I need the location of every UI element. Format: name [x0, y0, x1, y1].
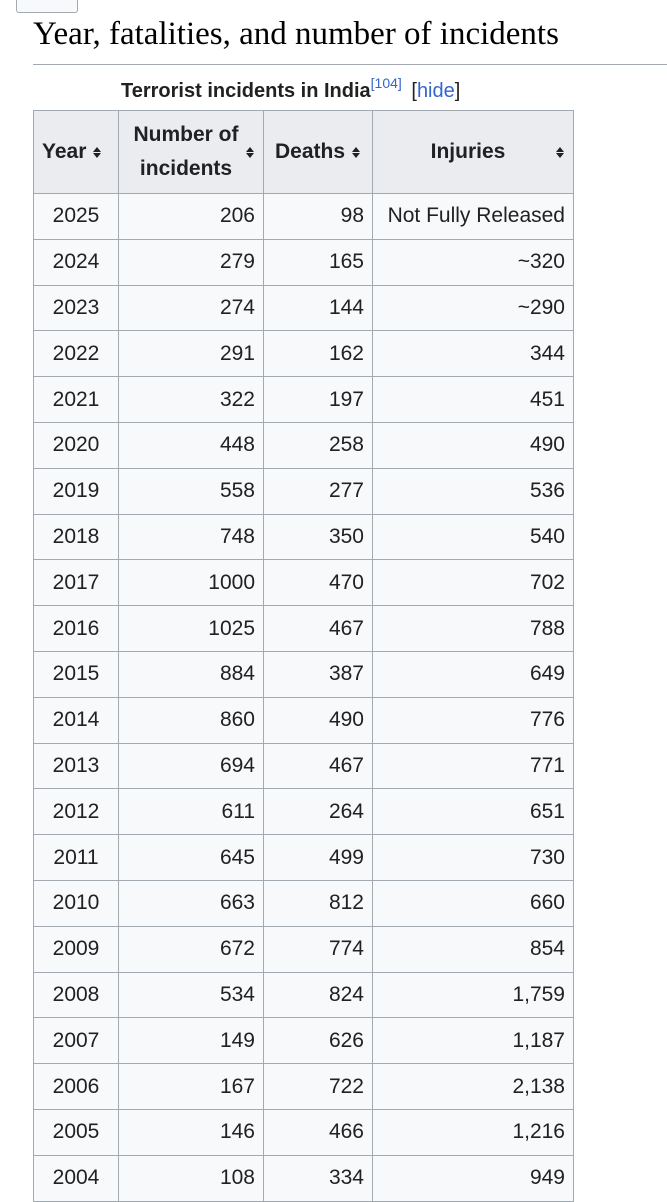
table-row — [34, 972, 574, 1018]
injuries-cell: ~320 — [373, 239, 574, 285]
deaths-cell: 144 — [264, 285, 373, 331]
column-header-year[interactable] — [34, 111, 119, 194]
column-label: Deaths — [274, 140, 346, 163]
table-row — [34, 880, 574, 926]
deaths-cell: 626 — [264, 1018, 373, 1064]
table-caption — [121, 77, 460, 105]
deaths-cell: 98 — [264, 194, 373, 240]
incidents-cell: 322 — [119, 377, 264, 423]
table-row — [34, 468, 574, 514]
table-row — [34, 697, 574, 743]
year-cell: 2025 — [34, 194, 119, 240]
table-row — [34, 331, 574, 377]
table-row — [34, 239, 574, 285]
deaths-cell: 197 — [264, 377, 373, 423]
injuries-cell: 1,187 — [373, 1018, 574, 1064]
deaths-cell: 387 — [264, 651, 373, 697]
year-cell: 2006 — [34, 1064, 119, 1110]
deaths-cell: 277 — [264, 468, 373, 514]
deaths-cell: 499 — [264, 835, 373, 881]
injuries-cell: 344 — [373, 331, 574, 377]
column-label: Injuries — [430, 140, 506, 163]
year-cell: 2022 — [34, 331, 119, 377]
incidents-cell: 860 — [119, 697, 264, 743]
injuries-cell: 702 — [373, 560, 574, 606]
deaths-cell: 490 — [264, 697, 373, 743]
section-heading: Year, fatalities, and number of incidents — [33, 16, 559, 52]
header-row — [34, 111, 574, 194]
deaths-cell: 258 — [264, 422, 373, 468]
injuries-cell: 776 — [373, 697, 574, 743]
year-cell: 2004 — [34, 1155, 119, 1201]
column-label: Year — [42, 140, 87, 163]
year-cell: 2013 — [34, 743, 119, 789]
deaths-cell: 165 — [264, 239, 373, 285]
incidents-cell: 645 — [119, 835, 264, 881]
injuries-cell: Not Fully Released — [373, 194, 574, 240]
table-row — [34, 377, 574, 423]
injuries-cell: 649 — [373, 651, 574, 697]
injuries-cell: 730 — [373, 835, 574, 881]
injuries-cell: 949 — [373, 1155, 574, 1201]
incidents-cell: 146 — [119, 1109, 264, 1155]
year-cell: 2017 — [34, 560, 119, 606]
year-cell: 2008 — [34, 972, 119, 1018]
deaths-cell: 466 — [264, 1109, 373, 1155]
table-row — [34, 1109, 574, 1155]
deaths-cell: 334 — [264, 1155, 373, 1201]
table-row — [34, 1064, 574, 1110]
incidents-cell: 149 — [119, 1018, 264, 1064]
sort-icon — [555, 145, 565, 159]
injuries-cell: 651 — [373, 789, 574, 835]
deaths-cell: 467 — [264, 606, 373, 652]
table-row — [34, 1155, 574, 1201]
table-row — [34, 835, 574, 881]
table-row — [34, 926, 574, 972]
deaths-cell: 162 — [264, 331, 373, 377]
column-header-injuries[interactable] — [373, 111, 574, 194]
table-body — [34, 194, 574, 1202]
incidents-cell: 1025 — [119, 606, 264, 652]
injuries-cell: 854 — [373, 926, 574, 972]
year-cell: 2018 — [34, 514, 119, 560]
year-cell: 2024 — [34, 239, 119, 285]
deaths-cell: 264 — [264, 789, 373, 835]
year-cell: 2015 — [34, 651, 119, 697]
injuries-cell: ~290 — [373, 285, 574, 331]
table-row — [34, 194, 574, 240]
table-row — [34, 743, 574, 789]
injuries-cell: 2,138 — [373, 1064, 574, 1110]
table-row — [34, 789, 574, 835]
year-cell: 2010 — [34, 880, 119, 926]
sort-icon — [92, 145, 102, 159]
reference-link[interactable]: [104] — [370, 75, 402, 91]
year-cell: 2005 — [34, 1109, 119, 1155]
table-row — [34, 606, 574, 652]
incidents-cell: 611 — [119, 789, 264, 835]
table-row — [34, 514, 574, 560]
hide-link[interactable]: hide — [416, 80, 455, 102]
year-cell: 2014 — [34, 697, 119, 743]
injuries-cell: 1,216 — [373, 1109, 574, 1155]
incidents-cell: 1000 — [119, 560, 264, 606]
incidents-cell: 694 — [119, 743, 264, 789]
column-header-deaths[interactable] — [264, 111, 373, 194]
incidents-cell: 448 — [119, 422, 264, 468]
deaths-cell: 722 — [264, 1064, 373, 1110]
injuries-cell: 788 — [373, 606, 574, 652]
incidents-cell: 748 — [119, 514, 264, 560]
deaths-cell: 774 — [264, 926, 373, 972]
table-row — [34, 422, 574, 468]
incidents-cell: 534 — [119, 972, 264, 1018]
injuries-cell: 1,759 — [373, 972, 574, 1018]
incidents-cell: 884 — [119, 651, 264, 697]
incidents-cell: 291 — [119, 331, 264, 377]
injuries-cell: 540 — [373, 514, 574, 560]
deaths-cell: 350 — [264, 514, 373, 560]
column-label: Number of incidents — [133, 123, 239, 180]
year-cell: 2020 — [34, 422, 119, 468]
injuries-cell: 451 — [373, 377, 574, 423]
incidents-cell: 167 — [119, 1064, 264, 1110]
heading-divider — [33, 64, 667, 65]
year-cell: 2019 — [34, 468, 119, 514]
incidents-cell: 108 — [119, 1155, 264, 1201]
injuries-cell: 536 — [373, 468, 574, 514]
year-cell: 2011 — [34, 835, 119, 881]
injuries-cell: 490 — [373, 422, 574, 468]
table-row — [34, 560, 574, 606]
deaths-cell: 812 — [264, 880, 373, 926]
table-row — [34, 1018, 574, 1064]
injuries-cell: 771 — [373, 743, 574, 789]
year-cell: 2023 — [34, 285, 119, 331]
deaths-cell: 470 — [264, 560, 373, 606]
year-cell: 2016 — [34, 606, 119, 652]
hide-bracket-open: [ — [411, 80, 417, 102]
sort-icon — [351, 145, 361, 159]
hide-toggle — [411, 80, 460, 102]
year-cell: 2007 — [34, 1018, 119, 1064]
incidents-cell: 206 — [119, 194, 264, 240]
table-row — [34, 285, 574, 331]
incidents-cell: 558 — [119, 468, 264, 514]
incidents-cell: 663 — [119, 880, 264, 926]
column-header-incidents[interactable] — [119, 111, 264, 194]
table-row — [34, 651, 574, 697]
deaths-cell: 824 — [264, 972, 373, 1018]
incidents-cell: 672 — [119, 926, 264, 972]
year-cell: 2012 — [34, 789, 119, 835]
top-tab-button[interactable] — [16, 0, 78, 13]
year-cell: 2021 — [34, 377, 119, 423]
year-cell: 2009 — [34, 926, 119, 972]
injuries-cell: 660 — [373, 880, 574, 926]
incidents-cell: 279 — [119, 239, 264, 285]
deaths-cell: 467 — [264, 743, 373, 789]
caption-title: Terrorist incidents in India — [121, 80, 371, 102]
incidents-table — [33, 110, 574, 1202]
hide-bracket-close: ] — [454, 80, 461, 102]
sort-icon — [245, 145, 255, 159]
incidents-cell: 274 — [119, 285, 264, 331]
